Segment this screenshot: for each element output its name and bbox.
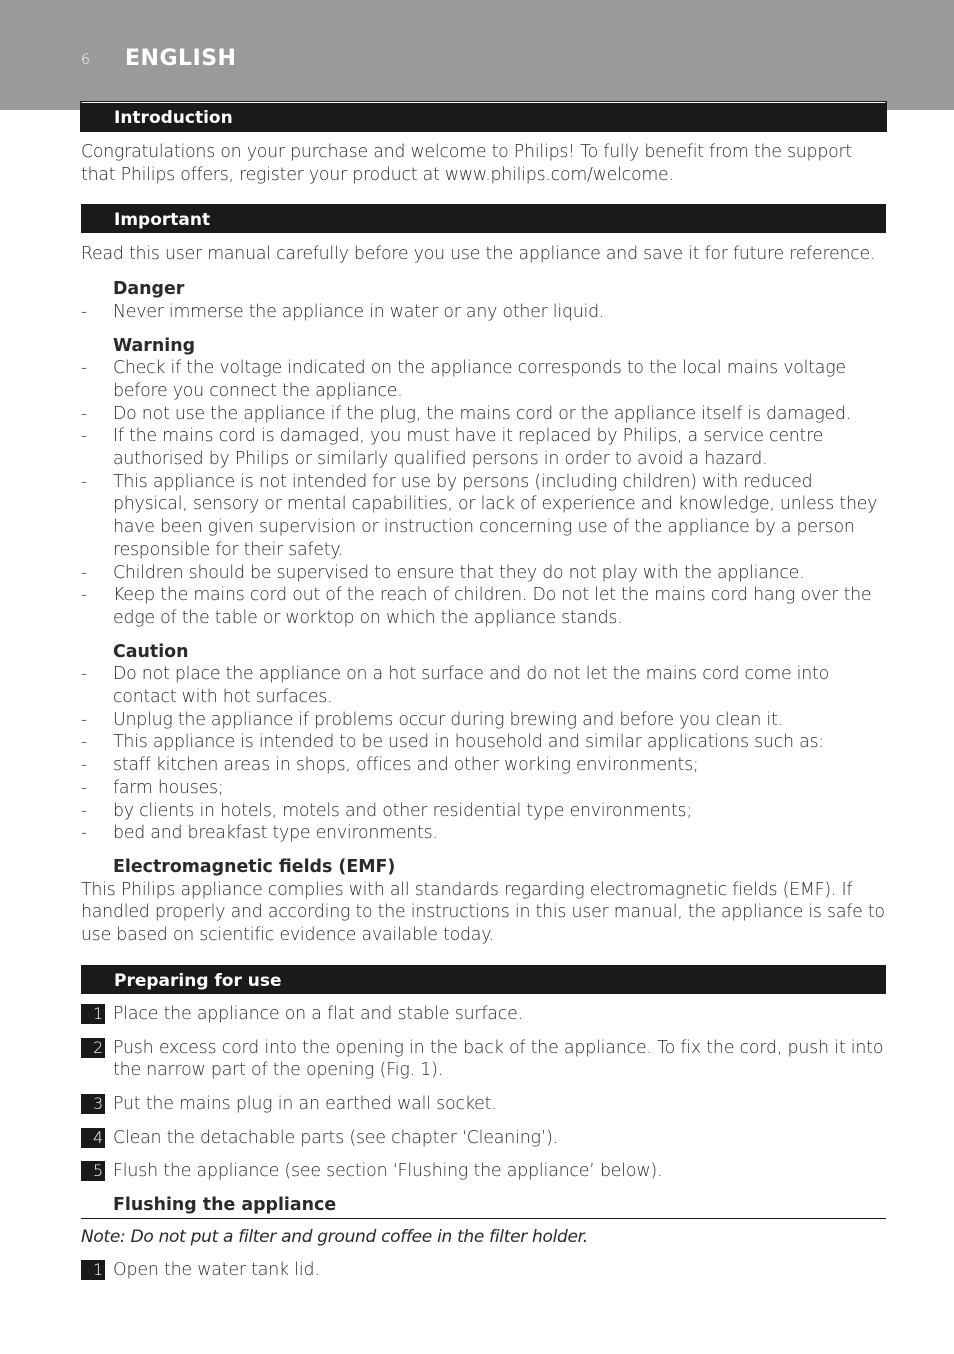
bullet-dash: -: [81, 562, 88, 583]
section-preparing-heading: Preparing for use: [81, 965, 886, 994]
bullet-dash: -: [81, 664, 88, 685]
flushing-note: Note: Do not put a filter and ground coffee in the filter holder.: [81, 1226, 588, 1247]
section-important-heading: Important: [81, 204, 886, 233]
list-item-text: This appliance is intended to be used in household and similar applications such as:: [113, 732, 824, 753]
bullet-dash: -: [81, 301, 88, 322]
step-item: [81, 1259, 886, 1282]
list-item-text: by clients in hotels, motels and other residential type environments;: [113, 800, 692, 821]
flushing-heading: Flushing the appliance: [81, 1194, 886, 1219]
bullet-dash: -: [81, 800, 88, 821]
list-item: [81, 357, 886, 402]
list-item-text: Do not use the appliance if the plug, the mains cord or the appliance itself is damaged.: [113, 403, 852, 424]
list-item: [81, 471, 886, 562]
step-text: Flush the appliance (see section ‘Flushing the appliance’ below).: [113, 1161, 663, 1182]
step-item: [81, 1160, 886, 1183]
emf-text: This Philips appliance complies with all standards regarding electromagnetic fields (EMF). If handled properly and according to the instructions in this user manual, the appliance is safe to use based on scientific evidence available today.: [81, 879, 885, 946]
flushing-steps: [81, 1259, 886, 1282]
warning-list: [81, 357, 886, 629]
list-item-text: This appliance is not intended for use by persons (including children) with reduced physical, sensory or mental capabilities, or lack of experience and knowledge, unless they have been given supervision or instruction concerning use of the appliance by a person responsible for their safety.: [113, 471, 878, 560]
bullet-dash: -: [81, 358, 88, 379]
list-item: [81, 425, 886, 470]
bullet-dash: -: [81, 777, 88, 798]
list-item-text: Children should be supervised to ensure that they do not play with the appliance.: [113, 562, 805, 583]
list-item: [81, 731, 886, 754]
step-text: Open the water tank lid.: [113, 1260, 320, 1281]
list-item-text: Do not place the appliance on a hot surface and do not let the mains cord come into contact with hot surfaces.: [113, 664, 829, 708]
list-item: [81, 777, 886, 800]
bullet-dash: -: [81, 426, 88, 447]
list-item-text: bed and breakfast type environments.: [113, 823, 438, 844]
bullet-dash: -: [81, 732, 88, 753]
bullet-dash: -: [81, 471, 88, 492]
list-item: [81, 403, 886, 426]
list-item-text: Keep the mains cord out of the reach of children. Do not let the mains cord hang over the edge of the table or worktop on which the appliance stands.: [113, 585, 872, 628]
list-item: [81, 822, 886, 845]
step-number-badge: 3: [81, 1094, 105, 1114]
preparing-steps: [81, 1003, 886, 1183]
list-item: [81, 663, 886, 708]
step-number-badge: 4: [81, 1128, 105, 1148]
important-text: Read this user manual carefully before you use the appliance and save it for future reference.: [81, 244, 876, 265]
list-item-text: farm houses;: [113, 777, 224, 798]
bullet-dash: -: [81, 755, 88, 776]
step-number-badge: 1: [81, 1260, 105, 1280]
step-item: [81, 1093, 886, 1116]
list-item: [81, 754, 886, 777]
danger-heading: Danger: [113, 279, 185, 300]
step-item: [81, 1127, 886, 1150]
step-item: [81, 1037, 886, 1082]
step-number-badge: 1: [81, 1004, 105, 1024]
list-item-text: staff kitchen areas in shops, offices and other working environments;: [113, 755, 699, 776]
list-item: [81, 301, 886, 324]
step-item: [81, 1003, 886, 1026]
list-item-text: Unplug the appliance if problems occur during brewing and before you clean it.: [113, 709, 783, 730]
step-text: Place the appliance on a flat and stable surface.: [113, 1003, 523, 1024]
step-number-badge: 2: [81, 1038, 105, 1058]
warning-heading: Warning: [113, 335, 196, 356]
bullet-dash: -: [81, 709, 88, 730]
list-item-text: Check if the voltage indicated on the appliance corresponds to the local mains voltage before you connect the appliance.: [113, 358, 846, 401]
step-number-badge: 5: [81, 1161, 105, 1181]
list-item: [81, 562, 886, 585]
list-item-text: If the mains cord is damaged, you must have it replaced by Philips, a service centre authorised by Philips or similarly qualified persons in order to avoid a hazard.: [113, 426, 824, 470]
list-item-text: Never immerse the appliance in water or any other liquid.: [113, 301, 605, 322]
caution-list: [81, 663, 886, 845]
bullet-dash: -: [81, 823, 88, 844]
caution-heading: Caution: [113, 641, 189, 662]
page-number: 6: [81, 52, 90, 68]
danger-list: [81, 301, 886, 324]
section-introduction-heading: Introduction: [81, 102, 886, 131]
language-heading: ENGLISH: [125, 46, 237, 71]
step-text: Push excess cord into the opening in the back of the appliance. To fix the cord, push it into the narrow part of the opening (Fig. 1).: [113, 1037, 884, 1081]
bullet-dash: -: [81, 403, 88, 424]
page-content: [81, 102, 886, 1282]
intro-text: Congratulations on your purchase and welcome to Philips! To fully benefit from the support that Philips offers, register your product at www.philips.com/welcome.: [81, 142, 852, 185]
step-text: Put the mains plug in an earthed wall socket.: [113, 1093, 497, 1114]
list-item: [81, 709, 886, 732]
emf-heading: Electromagnetic fields (EMF): [113, 856, 396, 877]
bullet-dash: -: [81, 585, 88, 606]
step-text: Clean the detachable parts (see chapter ‘Cleaning’).: [113, 1127, 558, 1148]
list-item: [81, 800, 886, 823]
list-item: [81, 584, 886, 629]
